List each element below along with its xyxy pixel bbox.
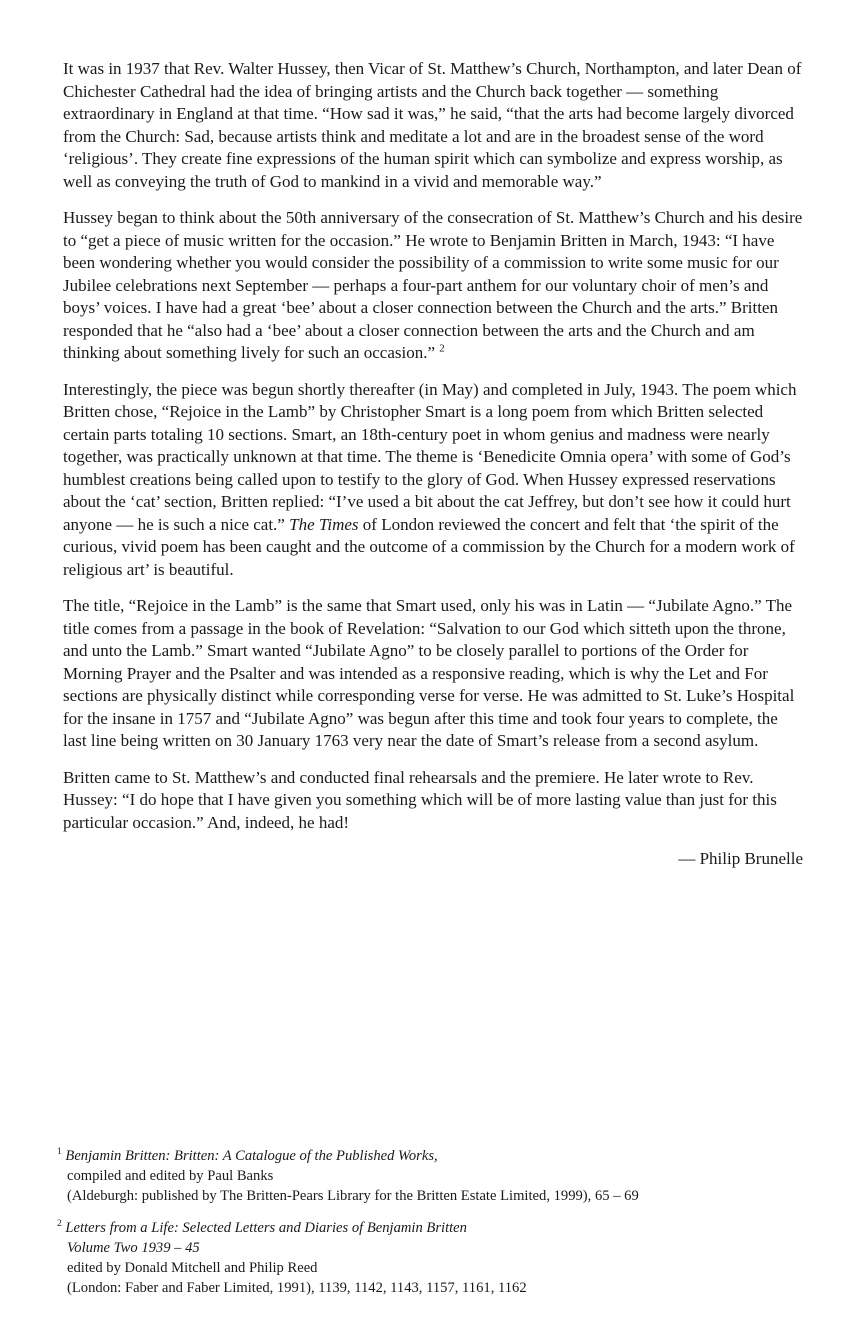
publication-name-the-times: The Times [289,514,359,534]
footnotes-section [57,1146,807,1310]
author-signature: — Philip Brunelle [678,849,803,868]
footnote-2-marker: 2 [57,1219,62,1230]
paragraph-premiere: Britten came to St. Matthew’s and conducted final rehearsals and the premiere. He later wrote to Rev. Hussey: “I do hope that I have given you something which will be of more lasting value than just for this particular occasion.” And, indeed, he had! [63,767,777,832]
footnote-1-publisher-line: (Aldeburgh: published by The Britten-Pears Library for the Britten Estate Limited, 1999), 65 – 69 [67,1188,639,1204]
article-body [63,58,803,885]
footnote-2-volume-title: Volume Two 1939 – 45 [67,1240,200,1256]
paragraph-composition-text-start: Interestingly, the piece was begun shortly thereafter (in May) and completed in July, 1943. The poem which Britten chose, “Rejoice in the Lamb” by Christopher Smart is a long poem from which Britten selected certain parts totaling 10 sections. Smart, an 18th-century poet in whom genius and madness were nearly together, was practically unknown at that time. The theme is ‘Benedicite Omnia opera’ with some of God’s humblest creations being called upon to testify to the glory of God. When Hussey expressed reservations about the ‘cat’ section, Britten replied: “I’ve used a bit about the cat Jeffrey, but don’t see how it could hurt anyone — he is such a nice cat.” [63,379,797,534]
footnote-2-title-line [57,1218,807,1238]
paragraph-commission-text: Hussey began to think about the 50th anniversary of the consecration of St. Matthew’s Church and his desire to “get a piece of music written for the occasion.” He wrote to Benjamin Britten in March, 1943: “I have been wondering whether you would consider the possibility of a commission to write some music for our Jubilee celebrations next September — perhaps a four-part anthem for our voluntary choir of men’s and boys’ voices. I have had a great ‘bee’ about a closer connection between the Church and the arts.” Britten responded that he “also had a ‘bee’ about a closer connection between the arts and the Church and am thinking about something lively for such an occasion.” [63,208,803,362]
footnote-2 [57,1218,807,1298]
footnote-1-marker: 1 [57,1147,62,1158]
footnote-1-editor-line: compiled and edited by Paul Banks [67,1168,274,1184]
footnote-1-title: Benjamin Britten: Britten: A Catalogue of the Published Works, [65,1148,438,1164]
footnote-1 [57,1146,807,1206]
paragraph-title-origin: The title, “Rejoice in the Lamb” is the same that Smart used, only his was in Latin — “Jubilate Agno.” The title comes from a passage in the book of Revelation: “Salvation to our God which sitteth upon the throne, and unto the Lamb.” Smart wanted “Jubilate Agno” to be closely parallel to portions of the Order for Morning Prayer and the Psalter and was intended as a responsive reading, which is why the Let and For sections are physically distinct while corresponding verse for verse. He was admitted to St. Luke’s Hospital for the insane in 1757 and “Jubilate Agno” was begun after this time and took four years to complete, the last line being written on 30 January 1763 very near the date of Smart’s release from a second asylum. [63,596,795,750]
footnote-2-publisher-line: (London: Faber and Faber Limited, 1991), 1139, 1142, 1143, 1157, 1161, 1162 [67,1280,527,1296]
footnote-2-title: Letters from a Life: Selected Letters and Diaries of Benjamin Britten [65,1220,467,1236]
paragraph-hussey-idea: It was in 1937 that Rev. Walter Hussey, then Vicar of St. Matthew’s Church, Northampton, and later Dean of Chichester Cathedral had the idea of bringing artists and the Church back together — something extraordinary in England at that time. “How sad it was,” he said, “that the arts had become largely divorced from the Church: Sad, because artists think and meditate a lot and are in the broadest sense of the word ‘religious’. They create fine expressions of the human spirit which can symbolize and express worship, as well as conveying the truth of God to mankind in a vivid and memorable way.” [63,59,802,191]
paragraph-composition-text-end: of London reviewed the concert and felt that ‘the spirit of the curious, vivid poem has been caught and the outcome of a commission by the Church for a modern work of religious art’ is beautiful. [63,514,795,579]
footnote-reference-2: 2 [439,342,445,355]
paragraph-commission [63,207,803,365]
footnote-1-title-line [57,1146,807,1166]
footnote-2-editor-line: edited by Donald Mitchell and Philip Reed [67,1260,318,1276]
footnote-2-volume-line [57,1238,807,1258]
paragraph-composition [63,379,803,582]
